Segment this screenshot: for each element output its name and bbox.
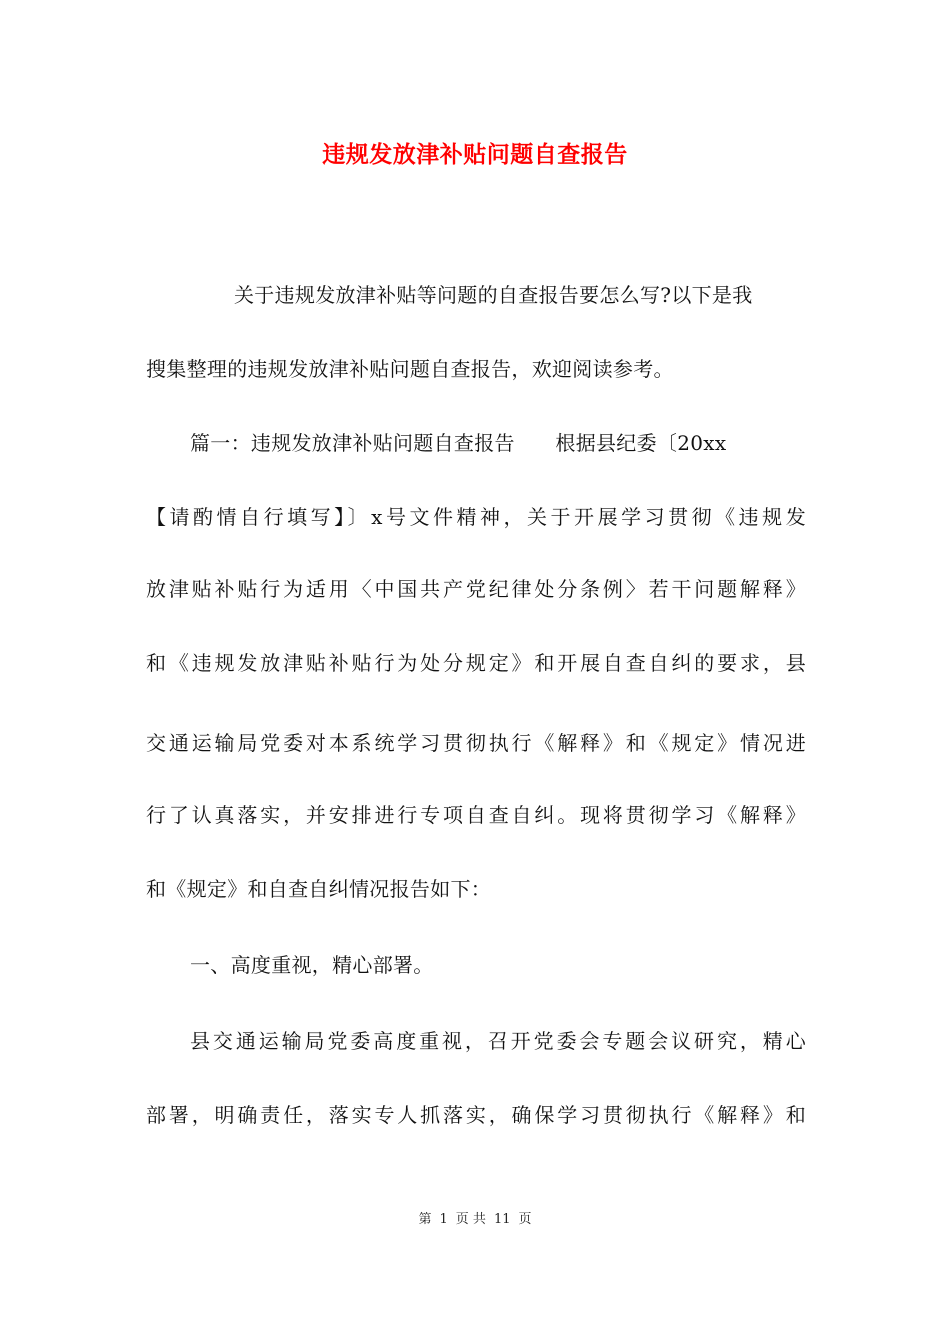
paragraph-line: 交通运输局党委对本系统学习贯彻执行《解释》和《规定》情况进 (146, 731, 806, 755)
paragraph-line: 【请酌情自行填写】〕x号文件精神，关于开展学习贯彻《违规发 (146, 505, 806, 529)
paragraph-line: 搜集整理的违规发放津补贴问题自查报告，欢迎阅读参考。 (146, 357, 674, 381)
footer-middle: 页 共 (455, 1212, 486, 1227)
paragraph-line: 关于违规发放津补贴等问题的自查报告要怎么写?以下是我 (234, 283, 753, 307)
section-heading: 一、高度重视，精心部署。 (190, 953, 434, 977)
paragraph-line: 和《违规发放津贴补贴行为处分规定》和开展自查自纠的要求，县 (146, 651, 806, 675)
paragraph-line: 行了认真落实，并安排进行专项自查自纠。现将贯彻学习《解释》 (146, 803, 806, 827)
paragraph-line: 部署，明确责任，落实专人抓落实，确保学习贯彻执行《解释》和 (146, 1103, 806, 1127)
paragraph-line: 篇一：违规发放津补贴问题自查报告 根据县纪委〔20xx (190, 431, 727, 455)
footer-total-pages: 11 (493, 1212, 511, 1227)
paragraph-line: 县交通运输局党委高度重视，召开党委会专题会议研究，精心 (190, 1029, 806, 1053)
document-title: 违规发放津补贴问题自查报告 (322, 142, 628, 168)
paragraph-line: 放津贴补贴行为适用〈中国共产党纪律处分条例〉若干问题解释》 (146, 577, 806, 601)
paragraph-line: 和《规定》和自查自纠情况报告如下： (146, 877, 492, 901)
footer-prefix: 第 (418, 1212, 432, 1227)
page-footer (0, 1208, 950, 1227)
footer-suffix: 页 (518, 1212, 532, 1227)
footer-page-number: 1 (439, 1212, 448, 1227)
